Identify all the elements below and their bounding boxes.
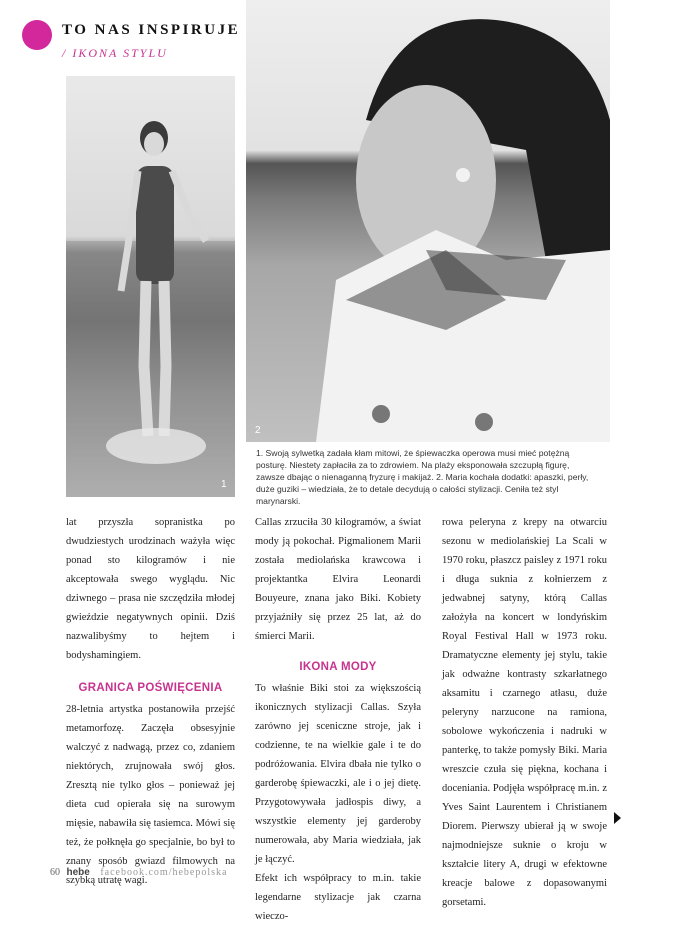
article-column-1 xyxy=(66,513,235,890)
paragraph: rowa peleryna z krepy na otwarciu sezonu w mediolańskiej La Scali w 1970 roku, płaszcz paisley z 1971 roku i długa suknia z kołnierzem z jedwabnej satyny, którą Callas założyła na koncert w londyńskim Royal Festival Hall w 1973 roku. Dramatyczne elementy jej stylu, takie jak odważne kontrasty szkarłatnego aksamitu i czarnego atłasu, duże peleryny narzucone na ramiona, sobolowe wykończenia i nadruki w panterkę, to także pomysły Biki. Maria wreszcie czuła się piękna, kochana i doceniania. Podjęła współpracę m.in. z Yves Saint Laurentem i Christianem Diorem. Pierwszy ubierał ją w swoje najmodniejsze suknie o kroju w kształcie litery A, drugi w efektowne kreacje balowe z dopasowanymi gorsetami. xyxy=(442,517,607,908)
section-title: TO NAS INSPIRUJE xyxy=(62,22,241,38)
page-footer xyxy=(50,867,227,878)
section-subtitle: / IKONA STYLU xyxy=(62,46,168,60)
photo-number-2: 2 xyxy=(255,425,261,436)
beach-figure-illustration xyxy=(66,76,235,497)
paragraph: Callas zrzuciła 30 kilogramów, a świat mody ją pokochał. Pigmalionem Marii została mediolańska krawcowa i projektantka Elvira Leonardi Bouyeure, znana jako Biki. Kobiety przyjaźniły się przez 25 lat, aż do śmierci Marii. xyxy=(255,517,421,642)
paragraph: 28-letnia artystka postanowiła przejść metamorfozę. Zaczęła obsesyjnie walczyć z nadwagą, przez co, zdaniem niektórych, zrujnowała swój głos. Zresztą nie tylko głos – ponieważ jej dieta cud opierała się na surowym mięsie, nabawiła się tasiemca. Mówi się też, że połknęła go specjalnie, bo był to znany sposób gwiazd filmowych na szybką utratę wagi. xyxy=(66,704,235,886)
photo-number-1: 1 xyxy=(221,479,227,490)
article-column-2 xyxy=(255,513,421,926)
pink-dot-marker xyxy=(22,20,52,50)
subheading-ikona-mody: IKONA MODY xyxy=(299,661,377,673)
photo-caption: 1. Swoją sylwetką zadała kłam mitowi, że śpiewaczka operowa musi mieć potężną posturę. Niestety zapłaciła za to zdrowiem. Na plaży eksponowała szczupłą figurę, zawsze dbając o nienaganną fryzurę i makijaż. 2. Maria kochała dodatki: apaszki, perły, duże guziki – wiedziała, że to detale decydują o całości stylizacji. Ceniła też styl marynarski. xyxy=(256,448,589,506)
paragraph: To właśnie Biki stoi za większością ikonicznych stylizacji Callas. Szyła zarówno jej sceniczne stroje, jak i codzienne, te na wielkie gale i te do podróżowania. Elvira dbała nie tylko o garderobę śpiewaczki, ale i o jej dietę. Przygotowywała jadłospis diwy, a wszystkie elementy jej garderoby numerowała, aby Maria wiedziała, jak je łączyć. xyxy=(255,683,421,865)
page-number: 60 xyxy=(50,867,60,878)
paragraph: lat przyszła sopranistka po dwudziestych urodzinach ważyła więc ponad sto kilogramów i nie akceptowała swego wyglądu. Nic dziwnego – prasa nie szczędziła młodej gwieździe negatywnych opinii. Dziś nazwalibyśmy to hejtem i bodyshamingiem. xyxy=(66,517,235,661)
facebook-link[interactable]: facebook.com/hebepolska xyxy=(100,867,228,878)
subheading-granica: GRANICA POŚWIĘCENIA xyxy=(78,682,223,694)
paragraph: Efekt ich współpracy to m.in. takie legendarne stylizacje jak czarna wieczo- xyxy=(255,873,421,922)
photo-beach-bathing-suit xyxy=(66,76,235,497)
photo-portrait-scarf xyxy=(246,0,610,442)
continue-arrow-icon xyxy=(614,812,621,824)
article-column-3 xyxy=(442,513,607,912)
portrait-illustration xyxy=(246,0,610,442)
hebe-logo: hebe xyxy=(66,867,90,878)
